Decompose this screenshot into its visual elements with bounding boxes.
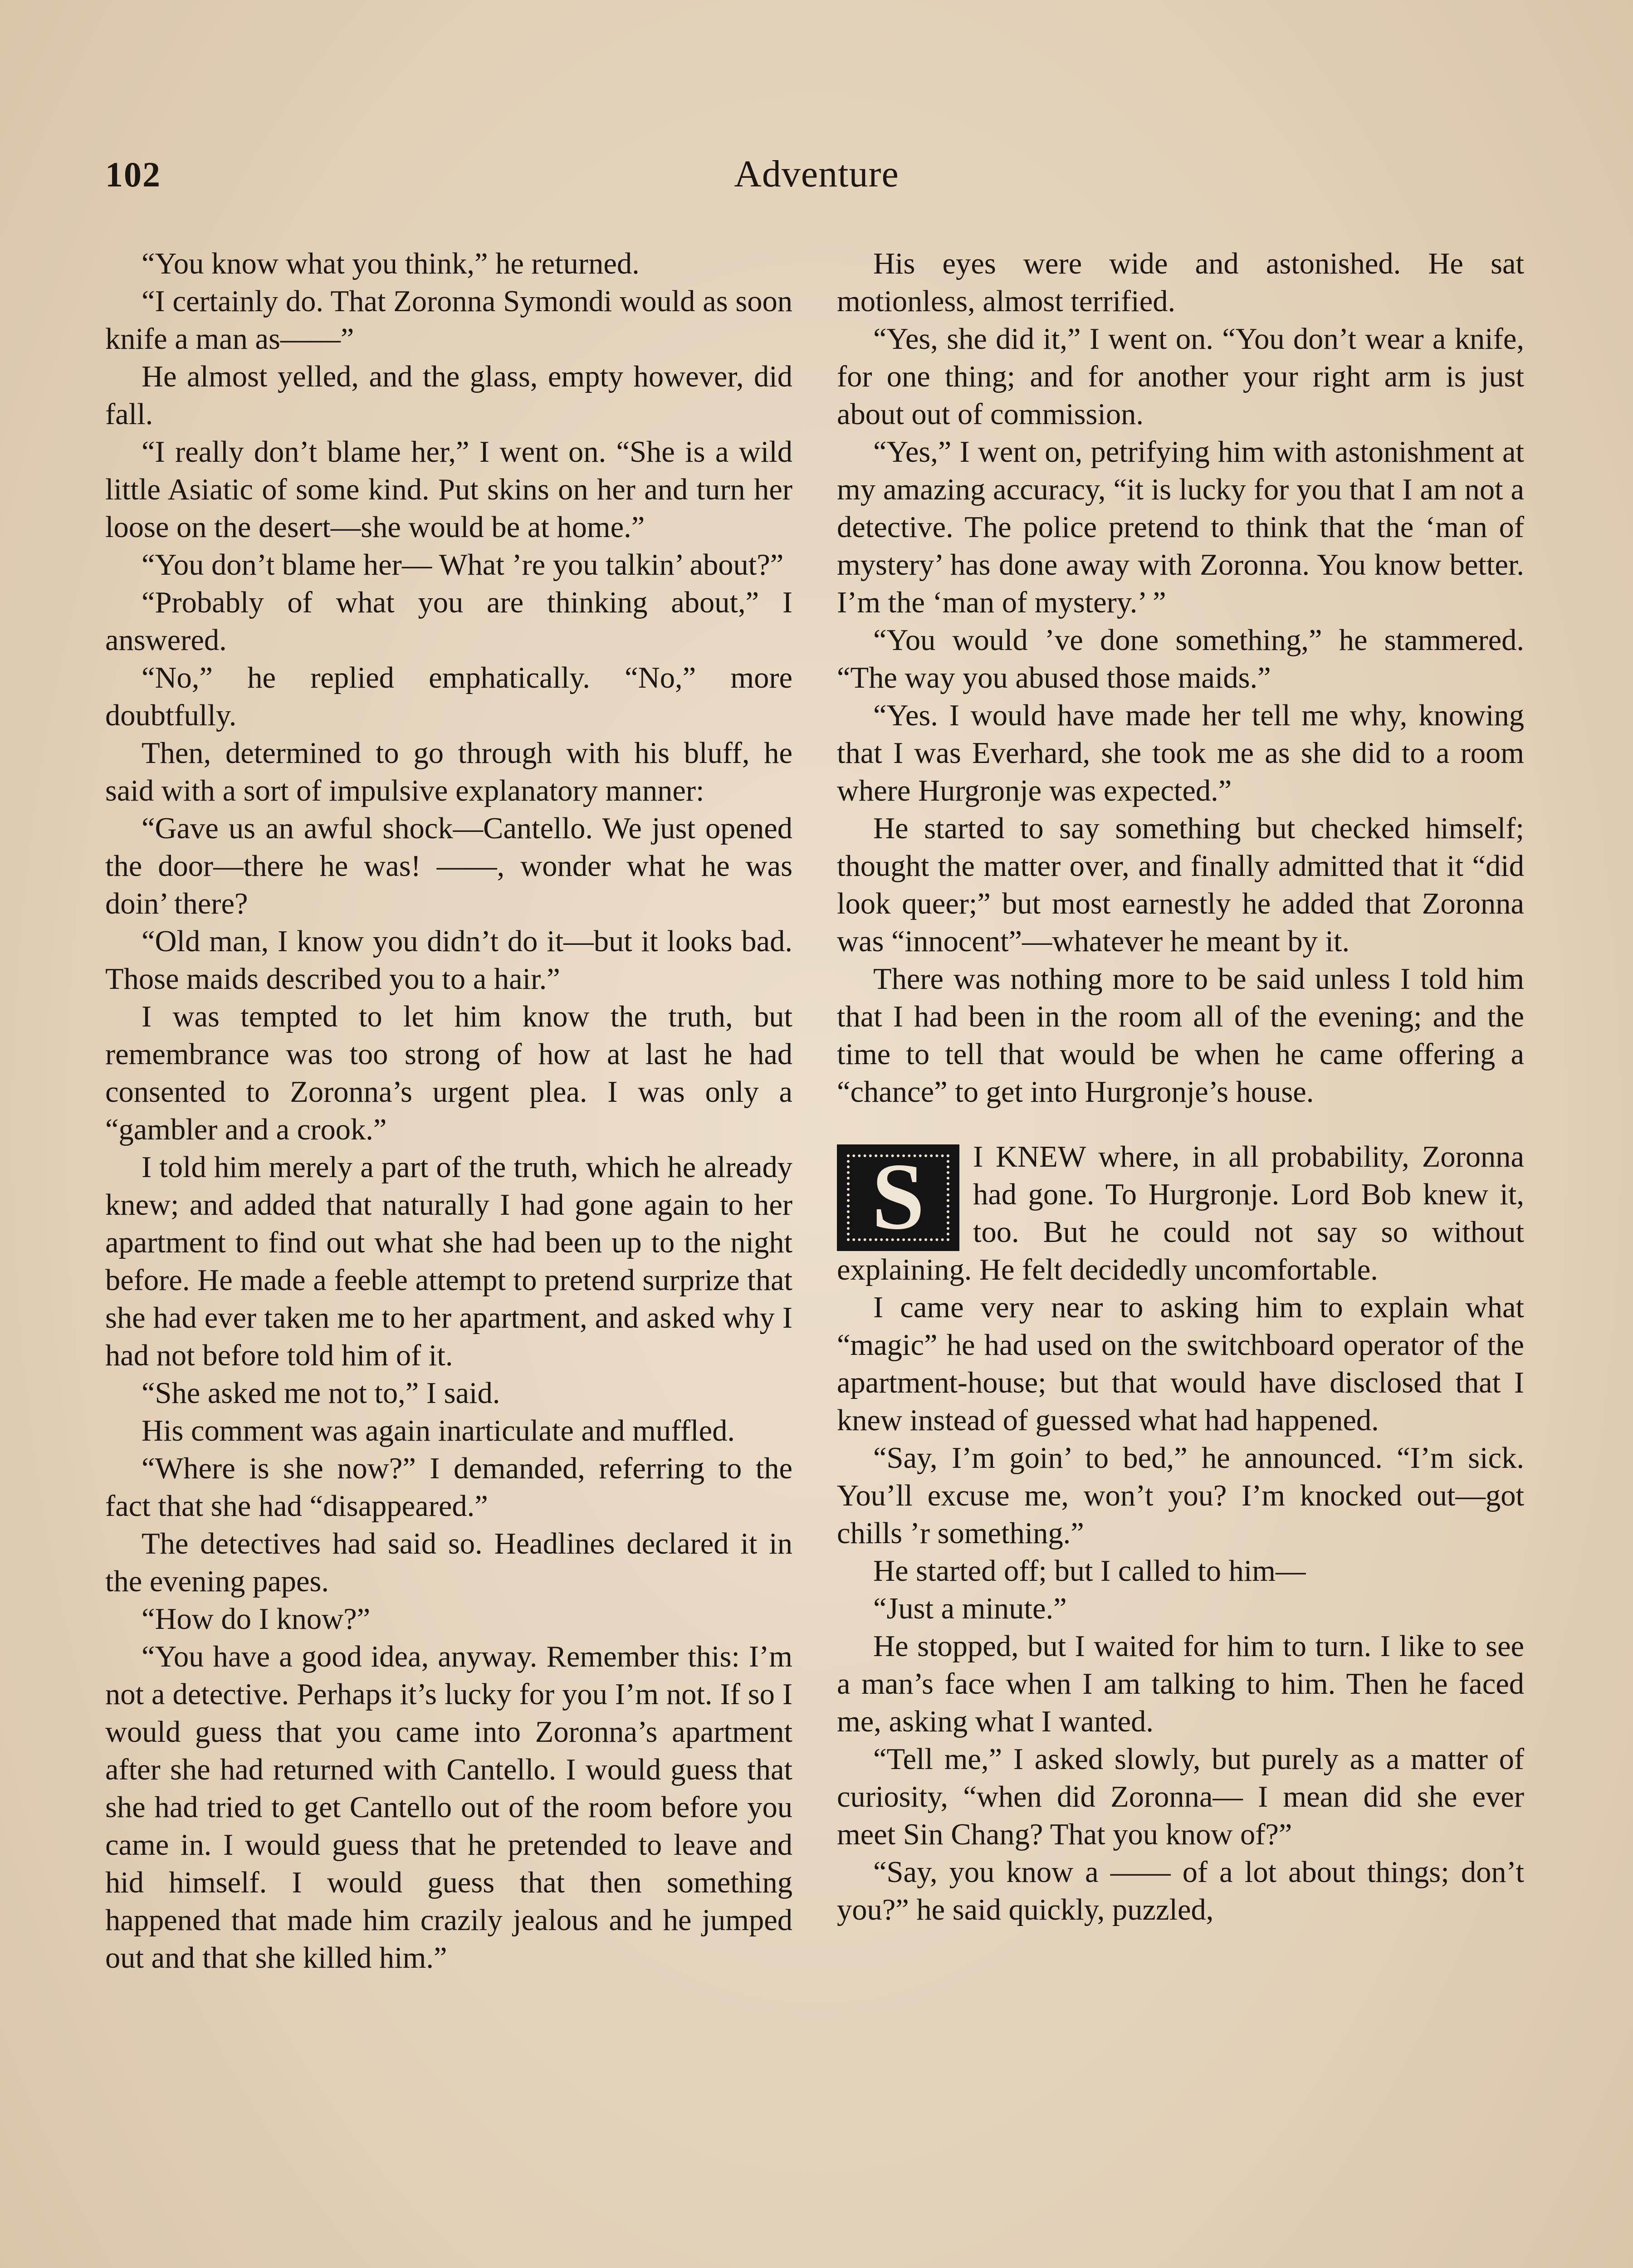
paragraph: “No,” he replied emphatically. “No,” more doubtfully. [105,661,792,732]
running-head: Adventure [734,153,899,195]
paragraph: “Say, you know a —— of a lot about things; don’t you?” he said quickly, puzzled, [837,1856,1524,1926]
paragraph: I came very near to asking him to explain what “magic” he had used on the switchboard operator of the apartment-house; but that would have disclosed that I knew instead of guessed what had happened. [837,1291,1524,1437]
paragraph: “She asked me not to,” I said. [142,1377,500,1410]
paragraph: Then, determined to go through with his bluff, he said with a sort of impulsive explanatory manner: [105,737,792,807]
paragraph: “Yes, she did it,” I went on. “You don’t wear a knife, for one thing; and for another your right arm is just about out of commission. [837,323,1524,431]
paragraph: “Just a minute.” [873,1592,1067,1625]
paragraph: “I certainly do. That Zoronna Symondi would as soon knife a man as——” [105,285,792,356]
paragraph: “Probably of what you are thinking about,” I answered. [105,586,792,657]
paragraph: He started off; but I called to him— [873,1554,1306,1588]
paragraph: “You know what you think,” he returned. [142,247,640,280]
paragraph: “Tell me,” I asked slowly, but purely as a matter of curiosity, “when did Zoronna— I mean did she ever meet Sin Chang? That you know of?” [837,1743,1524,1851]
paragraph: He stopped, but I waited for him to turn. I like to see a man’s face when I am talking to him. Then he faced me, asking what I wanted. [837,1630,1524,1738]
paragraph: “Gave us an awful shock—Cantello. We just opened the door—there he was! ——, wonder what he was doin’ there? [105,812,792,920]
paragraph: His comment was again inarticulate and muffled. [142,1414,735,1447]
left-column [105,245,792,2268]
dropcap-letter: S [871,1144,925,1249]
dropcap-text: I KNEW where, in all probability, Zoronna had gone. To Hurgronje. Lord Bob knew it, too. But he could not say so without explaining. He felt decidedly uncomfortable. [837,1140,1524,1286]
paragraph: “Where is she now?” I demanded, referring to the fact that she had “disappeared.” [105,1452,792,1523]
paragraph: “Say, I’m goin’ to bed,” he announced. “I’m sick. You’ll excuse me, won’t you? I’m knocked out—got chills ’r something.” [837,1442,1524,1550]
paragraph: “Yes,” I went on, petrifying him with astonishment at my amazing accuracy, “it is lucky for you that I am not a detective. The police pretend to think that the ‘man of mystery’ has done away with Zoronna. You know better. I’m the ‘man of mystery.’ ” [837,435,1524,619]
paragraph: “Old man, I know you didn’t do it—but it looks bad. Those maids described you to a hair.” [105,925,792,996]
paragraph: “Yes. I would have made her tell me why, knowing that I was Everhard, she took me as she did to a room where Hurgronje was expected.” [837,699,1524,807]
paragraph: “You have a good idea, anyway. Remember this: I’m not a detective. Perhaps it’s lucky for you I’m not. If so I would guess that you came into Zoronna’s apartment after she had returned with Cantello. I would guess that she had tried to get Cantello out of the room before you came in. I would guess that he pretended to leave and hid himself. I would guess that then something happened that made him crazily jealous and he jumped out and that she killed him.” [105,1640,792,1975]
paragraph: I told him merely a part of the truth, which he already knew; and added that naturally I had gone again to her apartment to find out what she had been up to the night before. He made a feeble attempt to pretend surprize that she had ever taken me to her apartment, and asked why I had not before told him of it. [105,1151,792,1372]
dropcap-ornament [837,1144,959,1251]
paragraph: “You would ’ve done something,” he stammered. “The way you abused those maids.” [837,624,1524,694]
paragraph: There was nothing more to be said unless I told him that I had been in the room all of the evening; and the time to tell that would be when he came offering a “chance” to get into Hurgronje’s house. [837,963,1524,1109]
paragraph: He started to say something but checked himself; thought the matter over, and finally admitted that it “did look queer;” but most earnestly he added that Zoronna was “innocent”—whatever he meant by it. [837,812,1524,958]
paragraph: He almost yelled, and the glass, empty however, did fall. [105,360,792,431]
paragraph: “I really don’t blame her,” I went on. “She is a wild little Asiatic of some kind. Put skins on her and turn her loose on the desert—she would be at home.” [105,435,792,544]
paragraph: His eyes were wide and astonished. He sat motionless, almost terrified. [837,247,1524,318]
paragraph: The detectives had said so. Headlines declared it in the evening papes. [105,1527,792,1598]
dropcap-paragraph [837,1138,1524,1289]
paragraph: “How do I know?” [142,1603,371,1636]
paragraph: “You don’t blame her— What ’re you talkin’ about?” [142,548,784,582]
right-column [837,245,1524,2268]
page-number: 102 [105,155,161,194]
paragraph: I was tempted to let him know the truth, but remembrance was too strong of how at last he had consented to Zoronna’s urgent plea. I was only a “gambler and a crook.” [105,1000,792,1146]
